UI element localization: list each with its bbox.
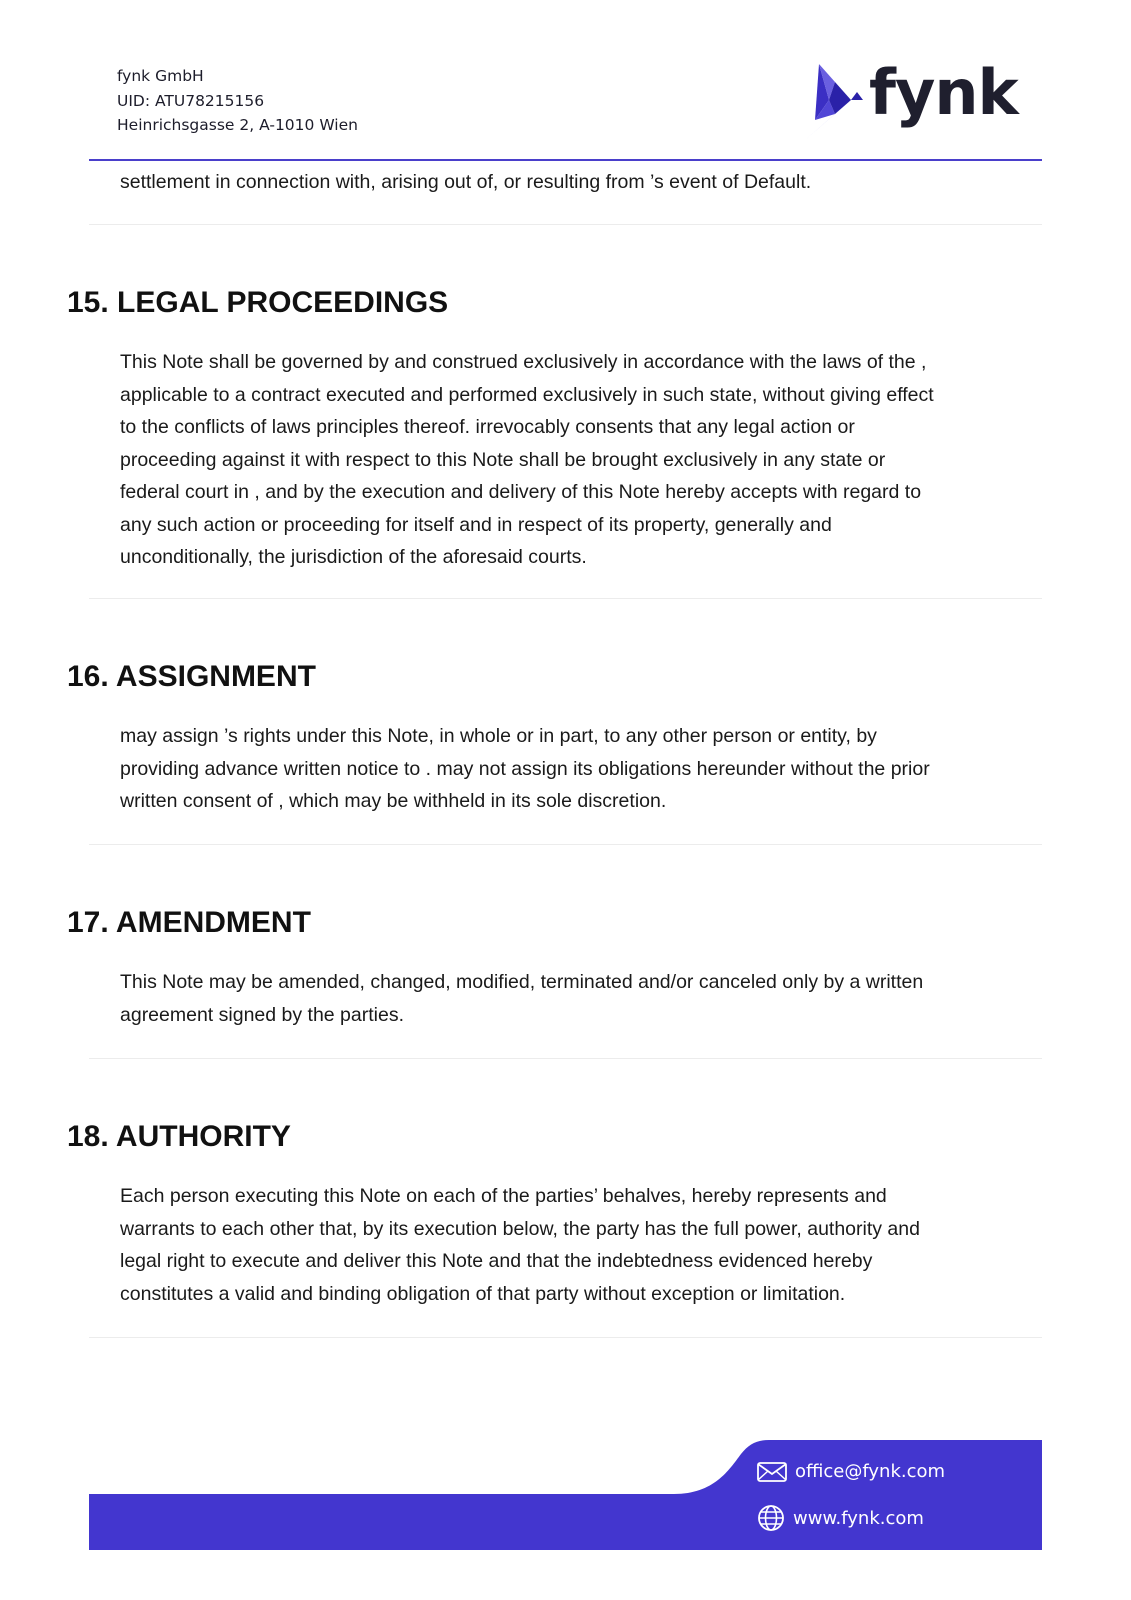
section-divider: [89, 598, 1042, 599]
body-line: constitutes a valid and binding obligation of that party without exception or limitation.: [120, 1282, 846, 1305]
section-divider: [89, 224, 1042, 225]
body-line: warrants to each other that, by its execution below, the party has the full power, authority and: [120, 1217, 920, 1240]
bird-logo-icon: [805, 62, 875, 146]
company-name: fynk GmbH: [117, 67, 204, 85]
mail-icon: [757, 1462, 787, 1482]
section-body-assignment: [120, 720, 1040, 818]
section-body-authority: [120, 1180, 1040, 1310]
footer-website[interactable]: [757, 1504, 924, 1532]
section-body-amendment: [120, 966, 1040, 1031]
body-line: to the conflicts of laws principles thereof. irrevocably consents that any legal action or: [120, 416, 855, 438]
body-line: may assign ’s rights under this Note, in whole or in part, to any other person or entity, by: [120, 725, 877, 747]
body-line: providing advance written notice to . may not assign its obligations hereunder without the prior: [120, 757, 930, 780]
body-line: unconditionally, the jurisdiction of the aforesaid courts.: [120, 546, 587, 568]
company-info: [117, 64, 358, 138]
logo-wordmark: fynk: [869, 56, 1018, 129]
company-uid: UID: ATU78215156: [117, 91, 265, 110]
footer-website-text[interactable]: www.fynk.com: [793, 1507, 924, 1529]
section-title-legal-proceedings: 15. LEGAL PROCEEDINGS: [67, 286, 449, 319]
footer-email[interactable]: [757, 1461, 945, 1482]
previous-section-tail: settlement in connection with, arising out of, or resulting from ’s event of Default.: [120, 171, 812, 193]
body-line: any such action or proceeding for itself and in respect of its property, generally and: [120, 513, 832, 536]
globe-icon: [757, 1504, 785, 1532]
body-line: This Note shall be governed by and construed exclusively in accordance with the laws of the ,: [120, 351, 927, 373]
body-line: federal court in , and by the execution and delivery of this Note hereby accepts with regard to: [120, 481, 922, 503]
section-divider: [89, 1058, 1042, 1059]
body-line: written consent of , which may be withheld in its sole discretion.: [120, 790, 667, 812]
section-title-amendment: 17. AMENDMENT: [67, 906, 311, 939]
body-line: applicable to a contract executed and performed exclusively in such state, without giving effect: [120, 383, 934, 406]
section-title-authority: 18. AUTHORITY: [67, 1120, 291, 1153]
section-body-legal-proceedings: [120, 346, 1040, 574]
body-line: legal right to execute and deliver this Note and that the indebtedness evidenced hereby: [120, 1250, 873, 1272]
company-address: Heinrichsgasse 2, A-1010 Wien: [117, 116, 358, 134]
body-line: This Note may be amended, changed, modified, terminated and/or canceled only by a written: [120, 971, 924, 993]
body-line: agreement signed by the parties.: [120, 1003, 405, 1026]
body-line: proceeding against it with respect to this Note shall be brought exclusively in any state or: [120, 448, 886, 471]
body-line: Each person executing this Note on each of the parties’ behalves, hereby represents and: [120, 1185, 887, 1207]
footer-band: [89, 1440, 1042, 1550]
section-divider: [89, 844, 1042, 845]
section-title-assignment: 16. ASSIGNMENT: [67, 660, 316, 693]
header-rule: [89, 159, 1042, 161]
fynk-logo: [805, 56, 1018, 146]
footer-email-text[interactable]: office@fynk.com: [795, 1461, 946, 1482]
section-divider: [89, 1337, 1042, 1338]
